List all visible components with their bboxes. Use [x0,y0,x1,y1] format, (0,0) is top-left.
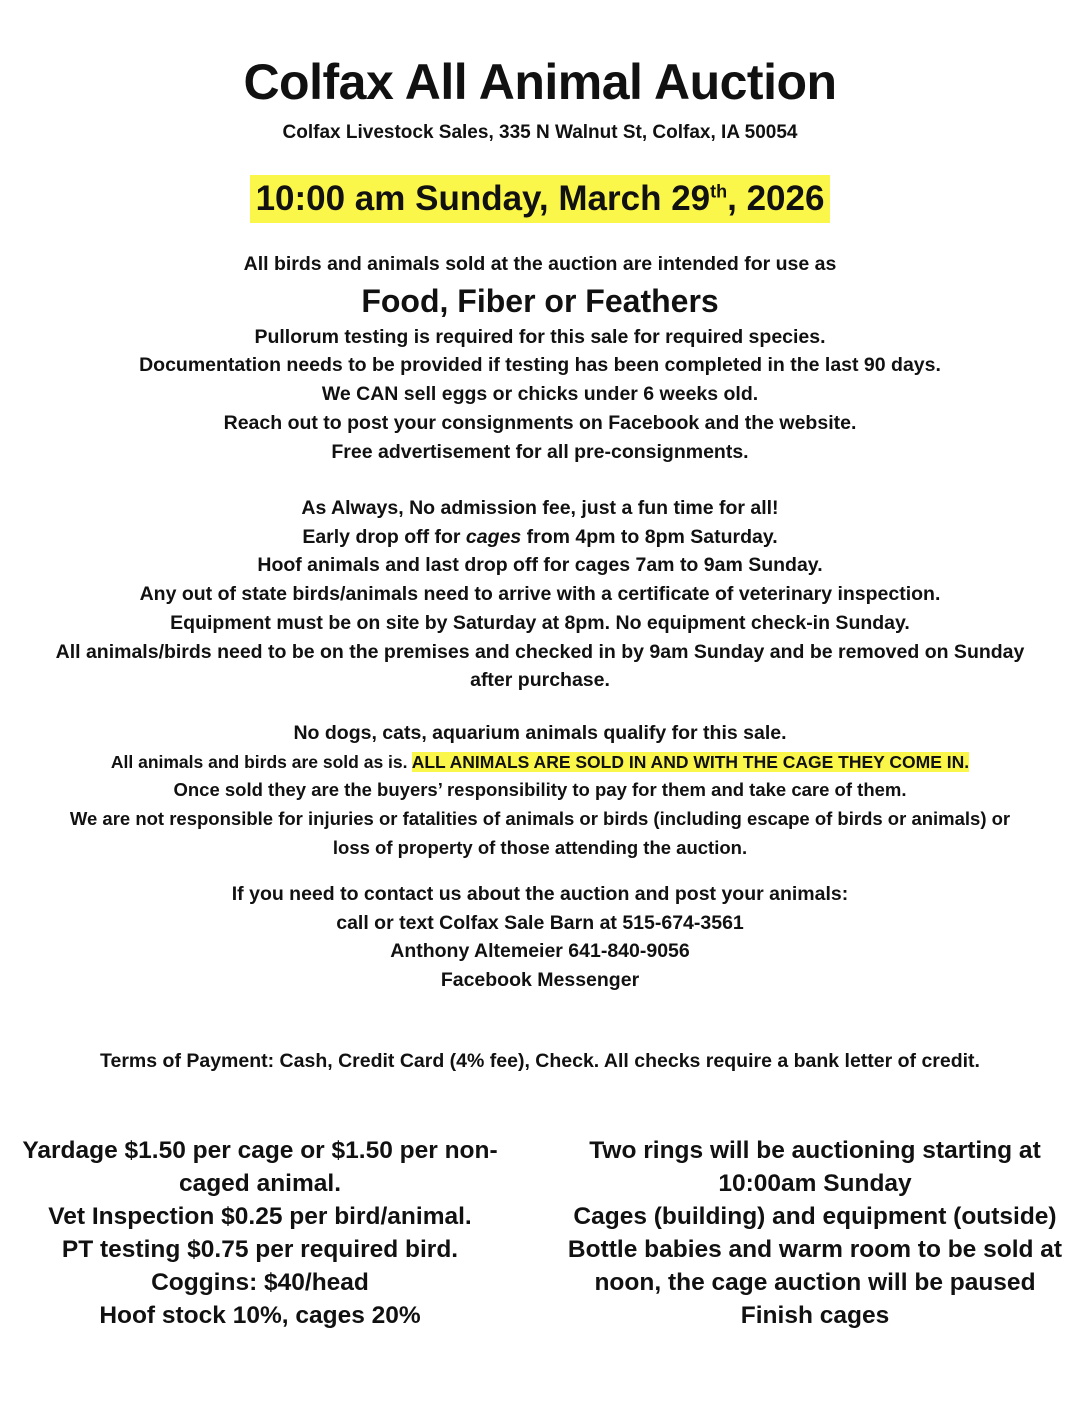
rules-line: Any out of state birds/animals need to arrive with a certificate of veterinary inspection. [139,583,941,606]
contact-line: If you need to contact us about the auction and post your animals: [231,883,849,905]
schedule-line: Bottle babies and warm room to be sold at [567,1236,1063,1263]
liability-section [0,719,1080,863]
liability-line: Once sold they are the buyers’ responsibility to pay for them and take care of them. [173,779,907,801]
liability-line: loss of property of those attending the auction. [332,836,748,858]
early-dropoff-line: Early drop off for cages from 4pm to 8pm Saturday. [302,525,778,548]
venue-address: Colfax Livestock Sales, 335 N Walnut St, Colfax, IA 50054 [282,122,798,143]
rules-line: after purchase. [470,669,610,692]
intro-line: Documentation needs to be provided if testing has been completed in the last 90 days. [139,354,941,377]
contact-line: Anthony Altemeier 641-840-9056 [390,940,690,963]
excluded-animals-line: No dogs, cats, aquarium animals qualify for this sale. [293,722,787,744]
intro-line: Free advertisement for all pre-consignments. [331,440,749,463]
intro-section [0,250,1080,466]
rules-section [0,494,1080,695]
contact-line: call or text Colfax Sale Barn at 515-674-3561 [336,911,744,934]
intended-use-heading: Food, Fiber or Feathers [361,282,719,319]
admission-line: As Always, No admission fee, just a fun time for all! [301,497,779,519]
fee-line: Yardage $1.50 per cage or $1.50 per non- [22,1137,498,1164]
rules-line: All animals/birds need to be on the premises and checked in by 9am Sunday and be removed on Sunday [55,640,1025,663]
contact-line: Facebook Messenger [440,969,640,992]
schedule-line: 10:00am Sunday [718,1170,912,1197]
rules-line: Equipment must be on site by Saturday at 8pm. No equipment check-in Sunday. [170,611,910,634]
schedule-line: Cages (building) and equipment (outside) [573,1203,1057,1230]
fee-line: Coggins: $40/head [151,1269,369,1296]
auction-date-highlight [250,175,831,223]
intro-line: We CAN sell eggs or chicks under 6 weeks old. [321,383,759,406]
fee-line: PT testing $0.75 per required bird. [61,1236,459,1263]
intro-line: Reach out to post your consignments on Facebook and the website. [223,411,857,434]
rules-line: Hoof animals and last drop off for cages 7am to 9am Sunday. [257,554,823,577]
auction-date-wrap [0,175,1080,223]
schedule-line: Two rings will be auctioning starting at [589,1137,1041,1164]
schedule-line: noon, the cage auction will be paused [594,1269,1036,1296]
fees-column [10,1134,510,1332]
date-ordinal: th [710,181,728,202]
cages-emphasis: cages [465,525,522,548]
auction-date: 10:00 am Sunday, March 29 [255,179,711,218]
intro-line: Pullorum testing is required for this sale for required species. [254,325,826,348]
schedule-line: Finish cages [740,1302,890,1329]
payment-terms: Terms of Payment: Cash, Credit Card (4% fee), Check. All checks require a bank letter of credit. [100,1050,980,1072]
cage-notice-highlight: ALL ANIMALS ARE SOLD IN AND WITH THE CAGE THEY COME IN. [411,751,970,772]
contact-section [0,880,1080,995]
fee-line: caged animal. [178,1170,342,1197]
page-title: Colfax All Animal Auction [243,54,837,110]
auction-year: , 2026 [727,179,825,218]
schedule-column [560,1134,1070,1332]
intended-use-line: All birds and animals sold at the auction are intended for use as [243,253,837,275]
liability-line: We are not responsible for injuries or fatalities of animals or birds (including escape of birds or animals) or [69,808,1011,830]
sold-as-is-line: All animals and birds are sold as is. ALL ANIMALS ARE SOLD IN AND WITH THE CAGE THEY COME IN. [110,751,970,772]
fee-line: Hoof stock 10%, cages 20% [99,1302,421,1329]
fee-line: Vet Inspection $0.25 per bird/animal. [48,1203,472,1230]
